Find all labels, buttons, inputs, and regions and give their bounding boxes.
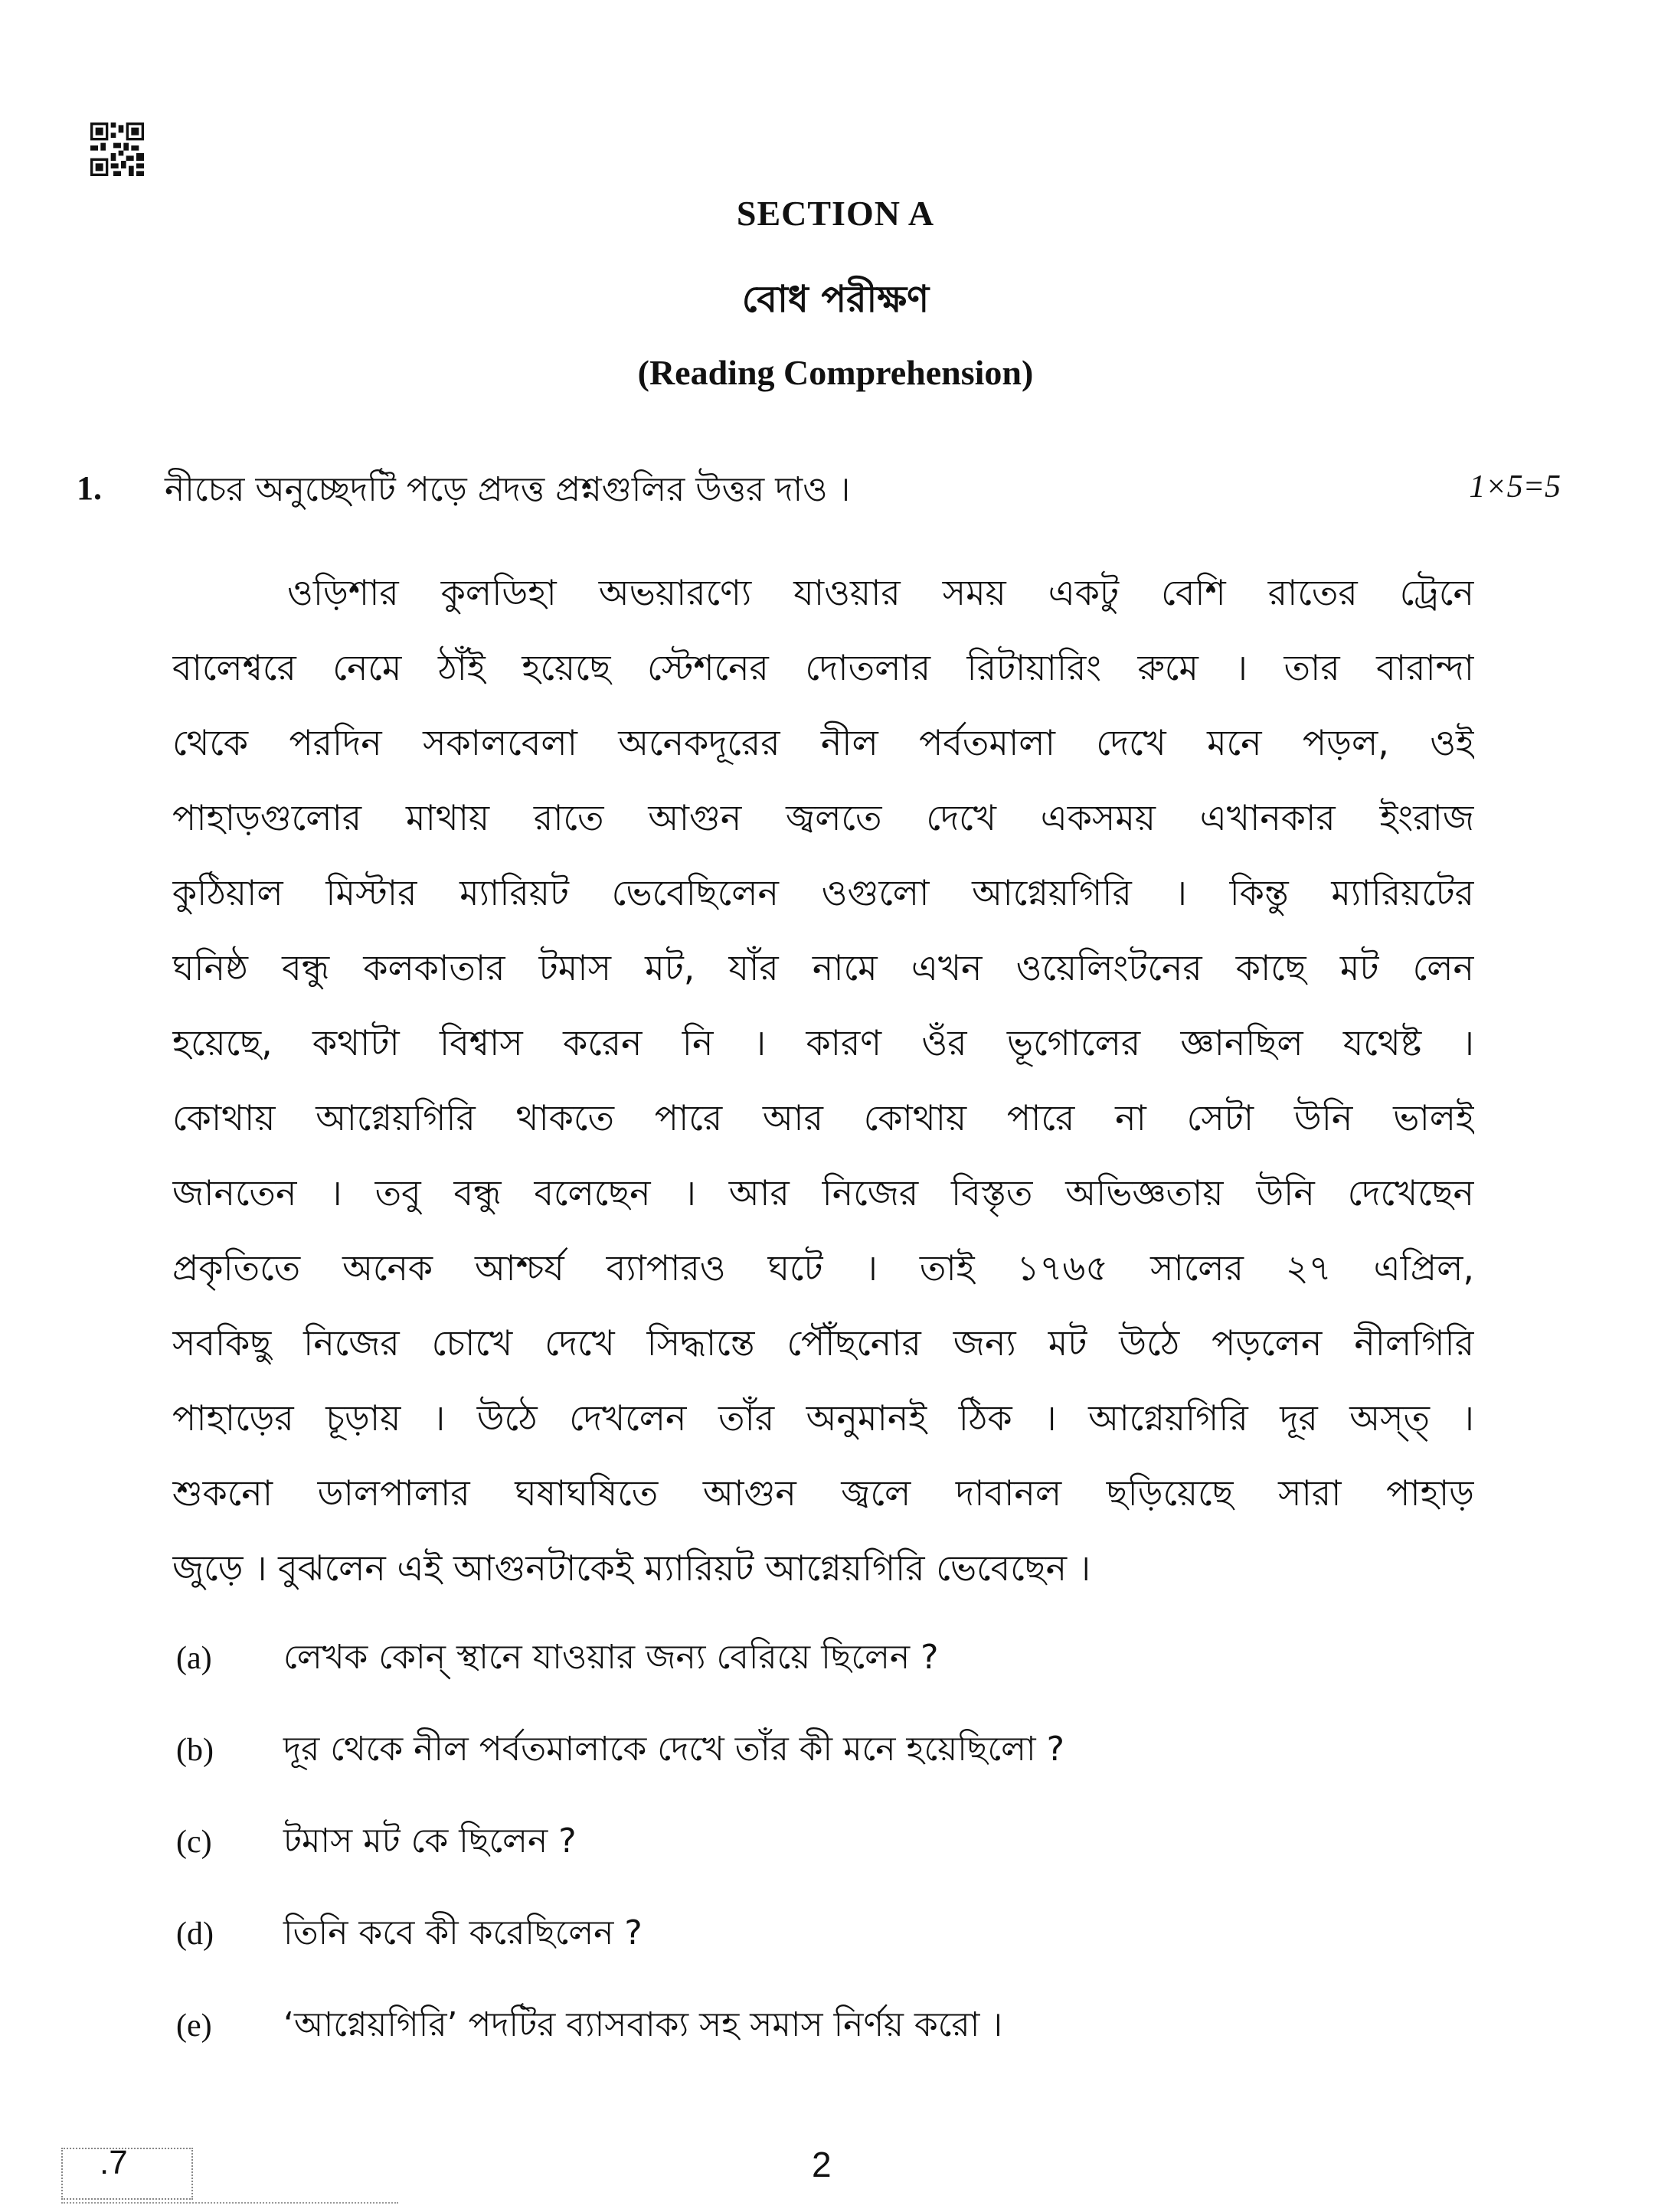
question-number: 1. [77, 469, 102, 507]
passage-line: প্রকৃতিতে অনেক আশ্চর্য ব্যাপারও ঘটে । তাই ১৭৬৫ সালের ২৭ এপ্রিল, [172, 1247, 1474, 1289]
subquestion-label: (d) [176, 1916, 214, 1952]
passage-line: পাহাড়ের চূড়ায় । উঠে দেখলেন তাঁর অনুমানই ঠিক । আগ্নেয়গিরি দূর অস্ত্ । [172, 1397, 1474, 1439]
subquestion-text: দূর থেকে নীল পর্বতমালাকে দেখে তাঁর কী মনে হয়েছিলো ? [283, 1730, 1065, 1769]
subquestion-d [176, 1903, 643, 1964]
subquestion-label: (e) [176, 2008, 212, 2044]
passage-line: বালেশ্বরে নেমে ঠাঁই হয়েছে স্টেশনের দোতলার রিটায়ারিং রুমে । তার বারান্দা [172, 647, 1474, 688]
section-heading: SECTION A [736, 194, 935, 233]
subquestion-text: ‘আগ্নেয়গিরি’ পদটির ব্যাসবাক্য সহ সমাস নির্ণয় করো । [283, 2005, 1003, 2044]
paper-code: .7 [100, 2144, 128, 2181]
subquestion-b [176, 1719, 1064, 1780]
question-instruction: নীচের অনুচ্ছেদটি পড়ে প্রদত্ত প্রশ্নগুলির উত্তর দাও । [165, 470, 851, 509]
passage-line: থেকে পরদিন সকালবেলা অনেকদূরের নীল পর্বতমালা দেখে মনে পড়ল, ওই [172, 722, 1474, 763]
passage-line: হয়েছে, কথাটা বিশ্বাস করেন নি । কারণ ওঁর ভূগোলের জ্ঞানছিল যথেষ্ট । [172, 1022, 1474, 1064]
page-number: 2 [812, 2145, 832, 2184]
passage-line: জানতেন । তবু বন্ধু বলেছেন । আর নিজের বিস্তৃত অভিজ্ঞতায় উনি দেখেছেন [172, 1172, 1474, 1214]
subquestion-label: (b) [176, 1733, 214, 1768]
passage-line: পাহাড়গুলোর মাথায় রাতে আগুন জ্বলতে দেখে একসময় এখানকার ইংরাজ [172, 797, 1474, 838]
subquestion-text: লেখক কোন্ স্থানে যাওয়ার জন্য বেরিয়ে ছিলেন ? [283, 1638, 939, 1677]
subquestion-label: (a) [176, 1641, 212, 1676]
passage-line: ওড়িশার কুলডিহা অভয়ারণ্যে যাওয়ার সময় একটু বেশি রাতের ট্রেনে [287, 572, 1474, 613]
question-marks: 1×5=5 [1469, 469, 1561, 505]
qr-code [90, 123, 144, 176]
subquestion-a [176, 1627, 939, 1688]
subquestion-text: তিনি কবে কী করেছিলেন ? [283, 1913, 643, 1952]
passage-line: কুঠিয়াল মিস্টার ম্যারিয়ট ভেবেছিলেন ওগুলো আগ্নেয়গিরি । কিন্তু ম্যারিয়টের [172, 872, 1474, 913]
section-subtitle: (Reading Comprehension) [637, 353, 1034, 392]
section-title-bengali: বোধ পরীক্ষণ [741, 278, 930, 321]
comprehension-passage [172, 555, 1474, 1606]
passage-line: সবকিছু নিজের চোখে দেখে সিদ্ধান্তে পৌঁছনোর জন্য মট উঠে পড়লেন নীলগিরি [172, 1322, 1474, 1364]
footer-rule [61, 2202, 398, 2207]
subquestion-label: (c) [176, 1825, 212, 1860]
passage-line: ঘনিষ্ঠ বন্ধু কলকাতার টমাস মট, যাঁর নামে এখন ওয়েলিংটনের কাছে মট লেন [172, 947, 1474, 988]
subquestion-c [176, 1811, 577, 1872]
subquestion-text: টমাস মট কে ছিলেন ? [283, 1822, 577, 1861]
passage-line: শুকনো ডালপালার ঘষাঘষিতে আগুন জ্বলে দাবানল ছড়িয়েছে সারা পাহাড় [172, 1472, 1474, 1514]
passage-line: কোথায় আগ্নেয়গিরি থাকতে পারে আর কোথায় পারে না সেটা উনি ভালই [172, 1097, 1474, 1139]
subquestion-e [176, 1995, 1002, 2056]
passage-line: জুড়ে । বুঝলেন এই আগুনটাকেই ম্যারিয়ট আগ্নেয়গিরি ভেবেছেন । [172, 1547, 1091, 1589]
